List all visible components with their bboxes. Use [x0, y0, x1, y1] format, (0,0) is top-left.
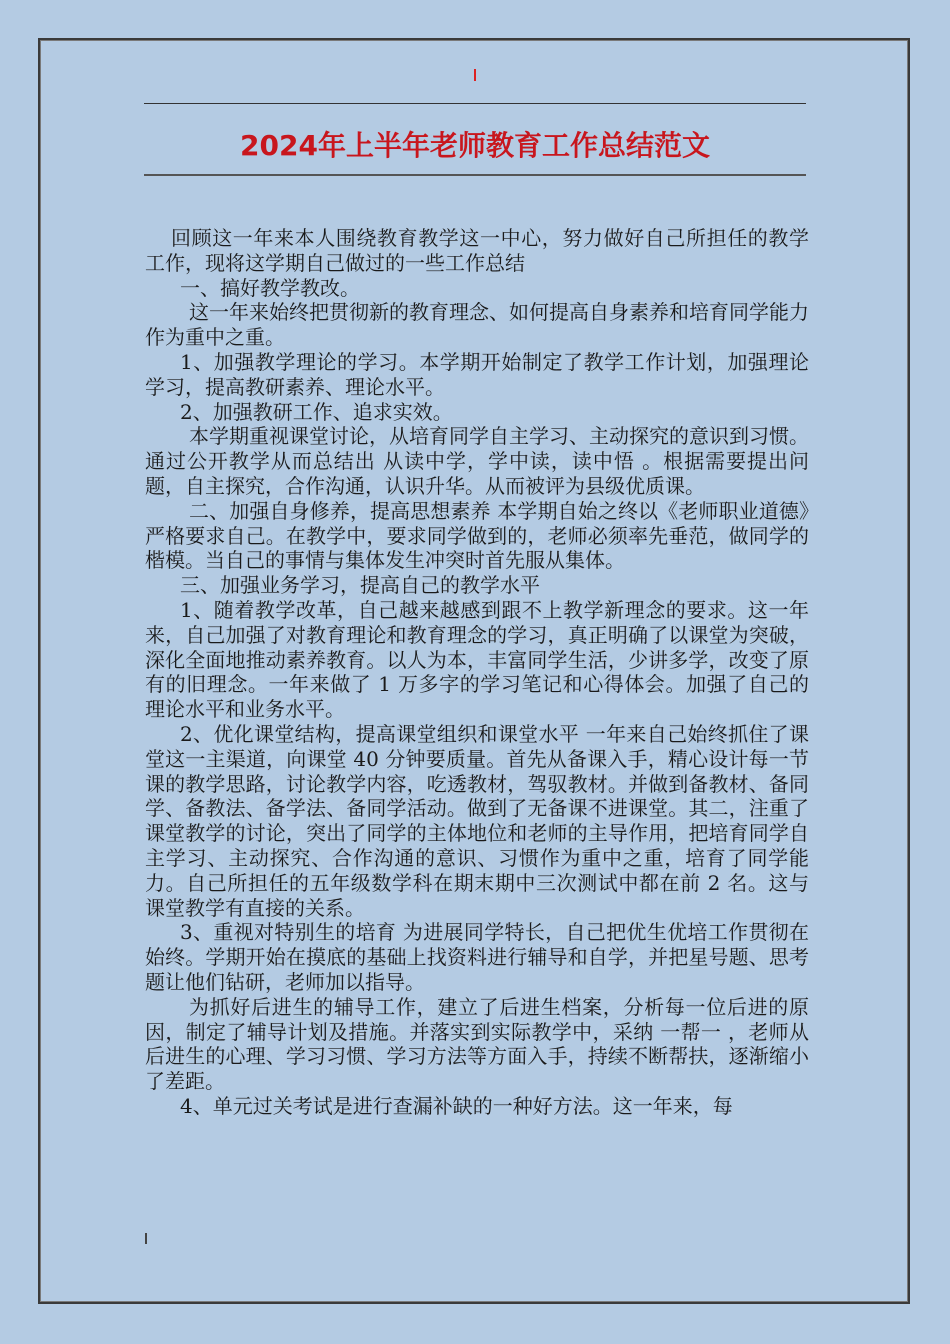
header-cursor-mark	[474, 69, 476, 81]
paragraph: 为抓好后进生的辅导工作，建立了后进生档案，分析每一位后进的原因，制定了辅导计划及措施。并落实到实际教学中，采纳 一帮一 ，老师从后进生的心理、学习习惯、学习方法等方面入手，持续不断帮扶，逐渐缩小了差距。	[145, 994, 809, 1094]
title-underline-rule	[144, 174, 806, 176]
paragraph: 二、加强自身修养，提高思想素养 本学期自始之终以《老师职业道德》严格要求自己。在教学中，要求同学做到的，老师必须率先垂范，做同学的楷模。当自己的事情与集体发生冲突时首先服从集体。	[145, 498, 809, 573]
header-rule	[144, 103, 806, 104]
document-body	[145, 226, 809, 1119]
document-title: 2024年上半年老师教育工作总结范文	[240, 129, 710, 162]
paragraph: 本学期重视课堂讨论，从培育同学自主学习、主动探究的意识到习惯。通过公开教学从而总结出 从读中学，学中读，读中悟 。根据需要提出问题，自主探究，合作沟通，认识升华。从而被评为县级优质课。	[145, 424, 809, 498]
paragraph: 1、加强教学理论的学习。本学期开始制定了教学工作计划，加强理论学习，提高教研素养、理论水平。	[145, 349, 809, 399]
paragraph: 1、随着教学改革，自己越来越感到跟不上教学新理念的要求。这一年来，自己加强了对教育理论和教育理念的学习，真正明确了以课堂为突破，深化全面地推动素养教育。以人为本，丰富同学生活，少讲多学，改变了原有的旧理念。一年来做了 1 万多字的学习笔记和心得体会。加强了自己的理论水平和业务水平。	[145, 597, 809, 722]
paragraph: 3、重视对特别生的培育 为进展同学特长，自己把优生优培工作贯彻在始终。学期开始在摸底的基础上找资料进行辅导和自学，并把星号题、思考题让他们钻研，老师加以指导。	[145, 920, 809, 994]
section-heading: 三、加强业务学习，提高自己的教学水平	[180, 573, 540, 598]
section-heading: 一、搞好教学教改。	[180, 275, 360, 300]
paragraph: 4、单元过关考试是进行查漏补缺的一种好方法。这一年来，每	[180, 1093, 733, 1118]
footer-cursor-mark	[145, 1233, 147, 1244]
paragraph: 2、优化课堂结构，提高课堂组织和课堂水平 一年来自己始终抓住了课堂这一主渠道，向课堂 40 分钟要质量。首先从备课入手，精心设计每一节课的教学思路，讨论教学内容，吃透教材，驾驭教材。并做到备教材、备同学、备教法、备学法、备同学活动。做到了无备课不进课堂。其二，注重了课堂教学的讨论，突出了同学的主体地位和老师的主导作用，把培育同学自主学习、主动探究、合作沟通的意识、习惯作为重中之重，培育了同学能力。自己所担任的五年级数学科在期末期中三次测试中都在前 2 名。这与课堂教学有直接的关系。	[145, 721, 809, 920]
paragraph: 这一年来始终把贯彻新的教育理念、如何提高自身素养和培育同学能力作为重中之重。	[145, 300, 809, 350]
paragraph: 回顾这一年来本人围绕教育教学这一中心，努力做好自己所担任的教学工作，现将这学期自己做过的一些工作总结	[145, 226, 809, 275]
subsection-heading: 2、加强教研工作、追求实效。	[180, 399, 453, 424]
